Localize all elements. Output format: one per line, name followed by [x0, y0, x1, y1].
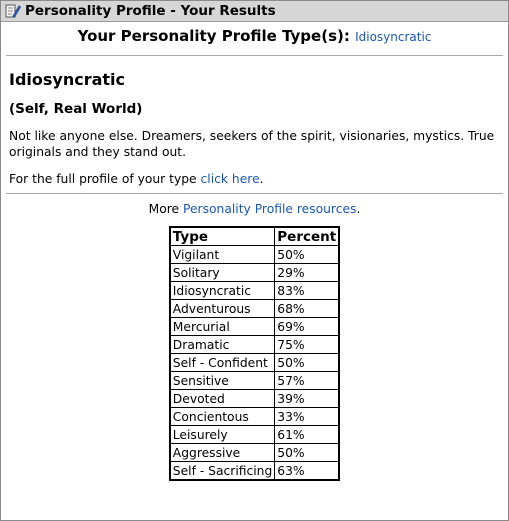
column-header-type: Type — [170, 227, 275, 246]
percent-cell: 50% — [275, 246, 339, 264]
type-cell: Dramatic — [170, 336, 275, 354]
profile-type-link[interactable]: Idiosyncratic — [355, 30, 432, 44]
percent-cell: 68% — [275, 300, 339, 318]
table-row — [170, 426, 339, 444]
table-row — [170, 372, 339, 390]
full-profile-prefix: For the full profile of your type — [9, 172, 197, 186]
click-here-link[interactable]: click here — [200, 172, 260, 186]
type-cell: Idiosyncratic — [170, 282, 275, 300]
table-row — [170, 246, 339, 264]
full-profile-suffix: . — [259, 172, 264, 186]
percent-cell: 83% — [275, 282, 339, 300]
type-cell: Concientous — [170, 408, 275, 426]
type-cell: Devoted — [170, 390, 275, 408]
table-row — [170, 444, 339, 462]
column-header-percent: Percent — [275, 227, 339, 246]
type-cell: Mercurial — [170, 318, 275, 336]
panel-titlebar — [1, 1, 508, 22]
table-row — [170, 336, 339, 354]
table-row — [170, 390, 339, 408]
percent-cell: 39% — [275, 390, 339, 408]
type-name: Idiosyncratic — [9, 70, 126, 89]
percent-cell: 50% — [275, 444, 339, 462]
type-cell: Sensitive — [170, 372, 275, 390]
panel-title: Personality Profile - Your Results — [25, 3, 276, 19]
type-cell: Solitary — [170, 264, 275, 282]
more-prefix: More — [148, 202, 180, 216]
percent-cell: 75% — [275, 336, 339, 354]
percent-cell: 50% — [275, 354, 339, 372]
percent-cell: 63% — [275, 462, 339, 481]
table-row — [170, 462, 339, 481]
resources-link[interactable]: Personality Profile resources — [183, 202, 357, 216]
type-description: Not like anyone else. Dreamers, seekers of the spirit, visionaries, mystics. True originals and they stand out. — [9, 129, 495, 159]
type-subtitle: (Self, Real World) — [9, 101, 143, 117]
type-cell: Vigilant — [170, 246, 275, 264]
divider — [6, 55, 503, 56]
percent-cell: 33% — [275, 408, 339, 426]
table-row — [170, 408, 339, 426]
divider — [6, 193, 503, 194]
percent-cell: 61% — [275, 426, 339, 444]
table-row — [170, 300, 339, 318]
table-body — [170, 246, 339, 481]
percent-cell: 29% — [275, 264, 339, 282]
type-cell: Aggressive — [170, 444, 275, 462]
type-cell: Self - Sacrificing — [170, 462, 275, 481]
profile-type-label: Your Personality Profile Type(s): — [77, 27, 350, 45]
type-cell: Leisurely — [170, 426, 275, 444]
table-row — [170, 354, 339, 372]
full-profile-line — [9, 172, 500, 186]
table-header-row — [170, 227, 339, 246]
type-cell: Adventurous — [170, 300, 275, 318]
pencil-icon — [5, 3, 21, 19]
percent-cell: 57% — [275, 372, 339, 390]
results-table — [169, 226, 340, 481]
type-cell: Self - Confident — [170, 354, 275, 372]
table-row — [170, 264, 339, 282]
profile-type-heading — [1, 27, 508, 49]
more-suffix: . — [356, 202, 361, 216]
more-resources-line — [1, 202, 508, 216]
table-row — [170, 282, 339, 300]
percent-cell: 69% — [275, 318, 339, 336]
table-row — [170, 318, 339, 336]
